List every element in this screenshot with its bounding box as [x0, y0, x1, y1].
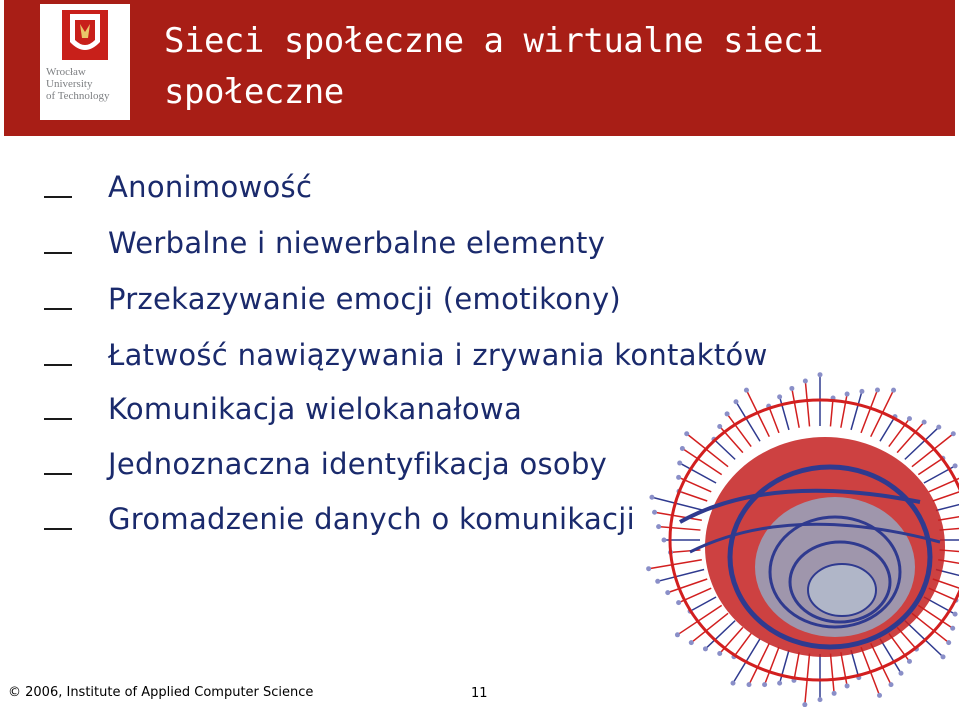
- dash-icon: [44, 308, 72, 310]
- bullet-text: Jednoznaczna identyfikacja osoby: [108, 447, 608, 481]
- bullet-text: Łatwość nawiązywania i zrywania kontaktów: [108, 338, 768, 372]
- dash-icon: [44, 364, 72, 366]
- bullet-text: Komunikacja wielokanałowa: [108, 392, 523, 426]
- bullet-item: [0, 272, 959, 326]
- bullet-text: Anonimowość: [108, 170, 313, 204]
- dash-icon: [44, 252, 72, 254]
- dash-icon: [44, 473, 72, 475]
- page-number: 11: [471, 686, 488, 701]
- header-bar: [4, 0, 955, 136]
- bullet-item: [0, 160, 959, 214]
- logo-line-1: Wrocław: [46, 66, 86, 78]
- dash-icon: [44, 528, 72, 530]
- dash-icon: [44, 418, 72, 420]
- dash-icon: [44, 196, 72, 198]
- slide-title: Sieci społeczne a wirtualne sieci społeczne: [164, 21, 824, 112]
- bullet-item: [0, 216, 959, 270]
- network-visualization-image: [620, 372, 959, 707]
- footer-copyright: © 2006, Institute of Applied Computer Science: [8, 685, 314, 700]
- bullet-text: Przekazywanie emocji (emotikony): [108, 282, 622, 316]
- logo-line-2: University: [46, 78, 93, 90]
- bullet-text: Werbalne i niewerbalne elementy: [108, 226, 606, 260]
- bullet-text: Gromadzenie danych o komunikacji: [108, 502, 635, 536]
- logo-text: [46, 66, 130, 102]
- logo-line-3: of Technology: [46, 90, 110, 102]
- university-logo: [40, 4, 130, 120]
